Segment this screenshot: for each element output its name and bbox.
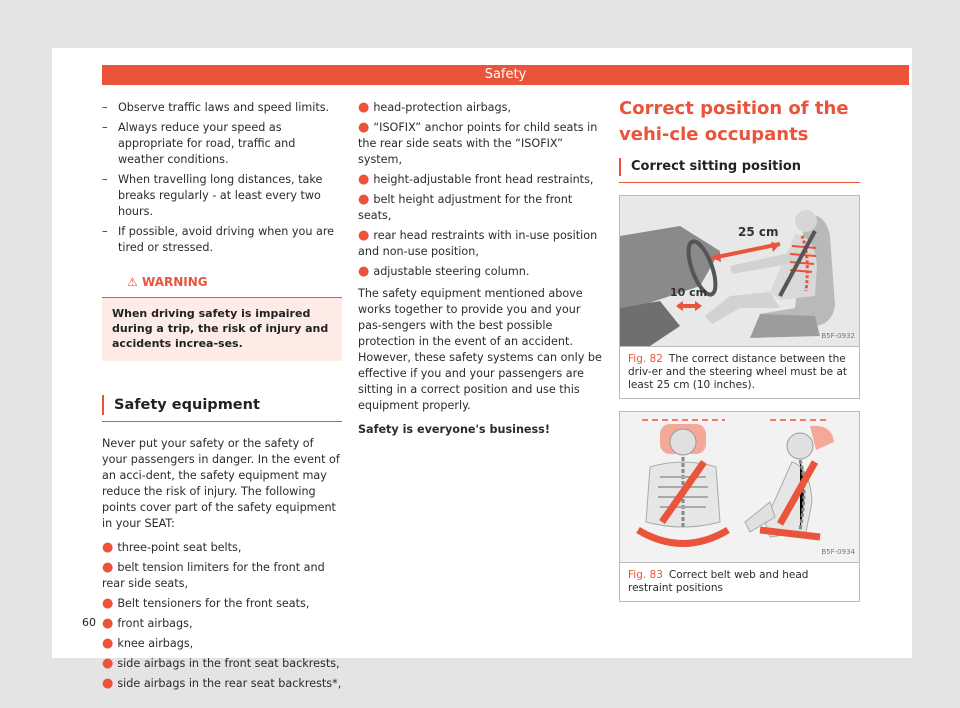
dash-item: – If possible, avoid driving when you are tired or stressed. <box>102 224 342 256</box>
warning-header <box>102 270 342 297</box>
list-item: ● Belt tensioners for the front seats, <box>102 596 310 611</box>
dash-item: – Observe traffic laws and speed limits. <box>102 100 342 116</box>
driver-seat-illustration <box>620 196 859 346</box>
figure-caption-text: Correct belt web and head restraint positions <box>628 569 809 594</box>
list-item: ● side airbags in the front seat backrests, <box>102 656 340 671</box>
label-10cm: 10 cm <box>670 286 708 299</box>
list-item: ● belt height adjustment for the front seats, <box>358 192 573 222</box>
bullet-icon: ● <box>358 120 370 135</box>
section-divider <box>619 182 860 183</box>
figure-83 <box>619 411 860 602</box>
figure-number: Fig. 82 <box>628 353 663 365</box>
warning-text: When driving safety is impaired during a trip, the risk of injury and accidents increa-ses. <box>112 307 329 350</box>
figure-number: Fig. 83 <box>628 569 663 581</box>
bullet-icon: ● <box>358 192 370 207</box>
column-right <box>619 100 860 602</box>
bullet-icon: ● <box>358 228 370 243</box>
list-item: ● front airbags, <box>102 616 193 631</box>
figure-image-belt-position <box>620 412 859 562</box>
page-header: Safety <box>102 65 909 85</box>
list-item: ● adjustable steering column. <box>358 264 530 279</box>
section-title-safety-equipment: Safety equipment <box>102 395 342 415</box>
figure-image-sitting-distance <box>620 196 859 346</box>
dash-item: – Always reduce your speed as appropriate for road, traffic and weather conditions. <box>102 120 342 168</box>
warning-triangle-icon: ⚠ <box>127 275 138 289</box>
list-item: ● rear head restraints with in-use position and non-use position, <box>358 228 598 258</box>
figure-code: B5F-0934 <box>821 548 855 556</box>
label-25cm: 25 cm <box>738 225 779 239</box>
section-divider <box>102 421 342 422</box>
belt-headrest-illustration <box>620 412 859 562</box>
warning-box <box>102 270 342 361</box>
bullet-icon: ● <box>102 596 114 611</box>
list-item: ● side airbags in the rear seat backrests*, <box>102 676 342 691</box>
bullet-icon: ● <box>358 264 370 279</box>
bullet-icon: ● <box>102 676 114 691</box>
list-item: ● three-point seat belts, <box>102 540 242 555</box>
list-item: ● head-protection airbags, <box>358 100 512 115</box>
list-item: ● knee airbags, <box>102 636 194 651</box>
list-item: ● belt tension limiters for the front and rear side seats, <box>102 560 325 590</box>
figure-caption-text: The correct distance between the driv-er and the steering wheel must be at least 25 cm (10 inches). <box>628 353 848 391</box>
chapter-title: Correct position of the vehi-cle occupants <box>619 98 849 145</box>
bullet-icon: ● <box>102 560 114 575</box>
manual-page <box>52 48 912 691</box>
page-number: 60 <box>82 616 96 629</box>
intro-paragraph: Never put your safety or the safety of your passengers in danger. In the event of an acci-dent, the safety equipment may reduce the risk of injury. The following points cover part of the safety equipment in your SEAT: <box>102 437 340 530</box>
dash-item: – When travelling long distances, take breaks regularly - at least every two hours. <box>102 172 342 220</box>
figure-code: B5F-0932 <box>821 332 855 340</box>
bullet-icon: ● <box>102 636 114 651</box>
bullet-icon: ● <box>358 100 370 115</box>
bullet-icon: ● <box>358 172 370 187</box>
bullet-icon: ● <box>102 616 114 631</box>
warning-title: WARNING <box>142 275 208 289</box>
bullet-icon: ● <box>102 656 114 671</box>
column-left <box>102 100 342 696</box>
figure-caption <box>620 346 859 398</box>
body-paragraph-bold: Safety is everyone's business! <box>358 423 550 436</box>
list-item: ● height-adjustable front head restraints, <box>358 172 594 187</box>
column-middle <box>358 100 603 446</box>
figure-caption <box>620 562 859 601</box>
bullet-icon: ● <box>102 540 114 555</box>
body-paragraph: The safety equipment mentioned above works together to provide you and your pas-sengers with the best possible protection in the event of an accident. However, these safety systems can only be effective if you and your passengers are sitting in a correct position and use this equipment properly. <box>358 287 602 412</box>
list-item: ● “ISOFIX” anchor points for child seats in the rear side seats with the “ISOFIX” system, <box>358 120 598 166</box>
section-title-sitting-position: Correct sitting position <box>619 158 860 176</box>
figure-82 <box>619 195 860 399</box>
